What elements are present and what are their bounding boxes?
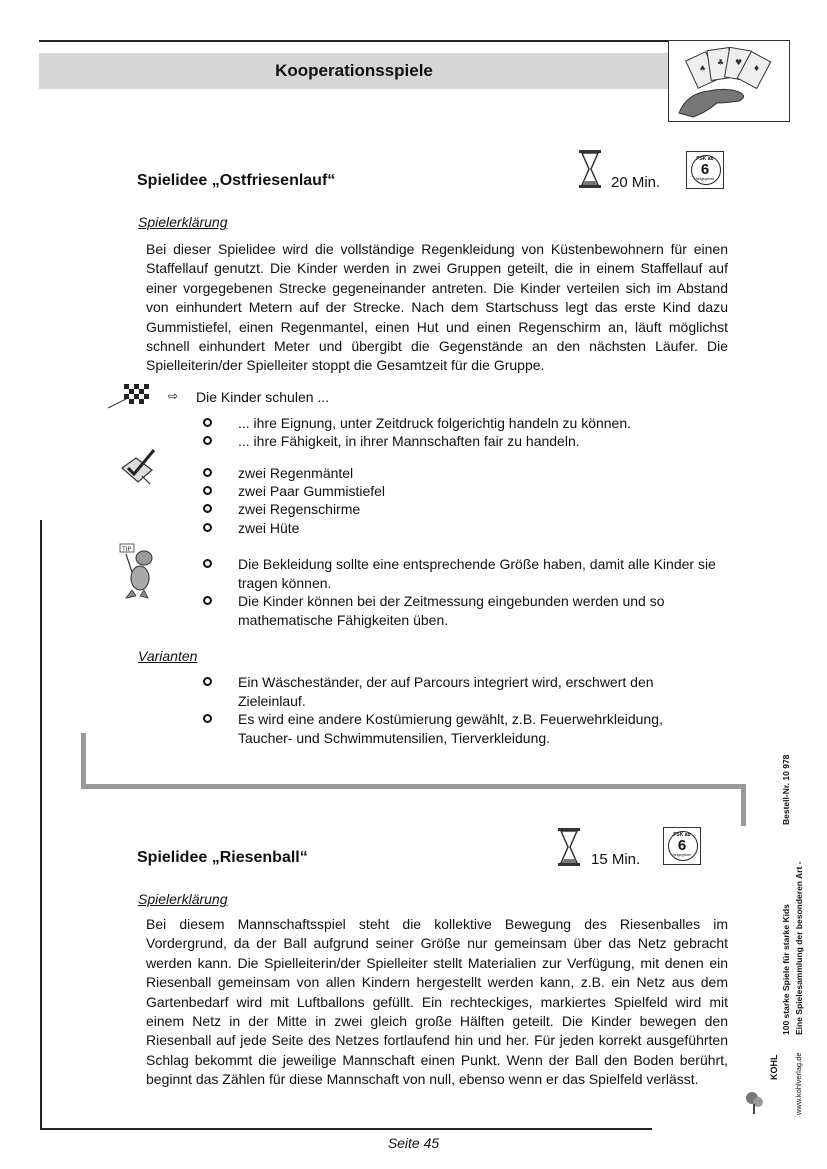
game1-variants-heading: Varianten	[138, 648, 198, 664]
fsk-label: FSK ab	[673, 832, 691, 838]
svg-text:♥: ♥	[735, 58, 743, 67]
fsk-age-badge	[686, 151, 724, 189]
svg-text:TIP: TIP	[122, 546, 132, 553]
game2-explanation: Bei diesem Mannschaftsspiel steht die kollektive Bewegung des Riesenballes im Vordergrund, da der Ball aufgrund seiner Größe nur gemeinsam über das Netz gebracht werden kann. Die Spielleiterin/der Spielleiter stellt Materialien zur Verfügung, mit denen ein Riesenball gemeinsam von allen Kindern hergestellt werden kann, z.B. ein Netz aus dem Gartenbedarf wird mit Luftballons gefüllt. Ein rechteckiges, markiertes Spielfeld wird mit einem Netz in der Mitte in zwei gleich große Hälften geteilt. Die Kinder bewegen den Riesenball auf jede Seite des Netzes fortlaufend hin und her. Für jeden korrekt ausgeführten Schlag bekommt die jeweilige Mannschaft einen Punkt. Wenn der Ball den Boden berührt, beginnt das Zählen für diese Mannschaft von null, ebenso wenn er das Spielfeld verlässt.	[146, 916, 728, 1088]
hourglass-icon	[557, 828, 581, 866]
list-item: Die Bekleidung sollte eine entsprechende Größe haben, damit alle Kinder sie tragen können.	[238, 556, 716, 591]
bullet-icon	[203, 677, 212, 686]
fsk-age: 6	[700, 161, 710, 178]
bullet-icon	[203, 714, 212, 723]
list-item: ... ihre Fähigkeit, in ihrer Mannschaften fair zu handeln.	[238, 433, 580, 449]
skills-intro: Die Kinder schulen ...	[196, 389, 330, 405]
game2-duration: 15 Min.	[591, 851, 641, 868]
arrow-right-icon: ⇨	[168, 389, 179, 403]
game1-title: Spielidee „Ostfriesenlauf“	[137, 172, 336, 189]
list-item: zwei Regenschirme	[238, 501, 361, 517]
svg-text:♦: ♦	[753, 64, 761, 73]
separator-horizontal	[81, 784, 746, 789]
svg-text:♣: ♣	[717, 58, 725, 67]
list-item: Es wird eine andere Kostümierung gewählt, z.B. Feuerwehrkleidung, Taucher- und Schwimmutensilien, Tierverkleidung.	[238, 711, 663, 746]
separator-left	[81, 733, 86, 789]
list-item: zwei Hüte	[238, 520, 300, 536]
fsk-age-badge	[663, 827, 701, 865]
list-item: Ein Wäscheständer, der auf Parcours integriert wird, erschwert den Zieleinlauf.	[238, 674, 654, 709]
bullet-icon	[203, 504, 212, 513]
list-item: ... ihre Eignung, unter Zeitdruck folgerichtig handeln zu können.	[238, 415, 632, 431]
fsk-released: freigegeben	[695, 177, 715, 181]
bullet-icon	[203, 486, 212, 495]
checklist-icon	[116, 448, 158, 488]
left-rule-bottom	[40, 520, 42, 1130]
game1-explanation: Bei dieser Spielidee wird die vollständige Regenkleidung von Küstenbewohnern für einen Staffellauf genutzt. Die Kinder werden in zwei Gruppen geteilt, die in einem Staffellauf auf einer vorgegebenen Strecke gegeneinander antreten. Die Kinder verteilen sich im Abstand von einhundert Metern auf der Strecke. Nach dem Startschuss legt das erste Kind dazu Gummistiefel, einen Regenmantel, einen Hut und einen Regenschirm an, läuft möglichst schnell einhundert Meter und übergibt die Gegenstände an den nächsten Läufer. Die Spielleiterin/der Spielleiter stoppt die Gesamtzeit für die Gruppe.	[146, 241, 728, 374]
cards-image-box	[668, 40, 790, 122]
fsk-age: 6	[677, 837, 687, 854]
bullet-icon	[203, 559, 212, 568]
bottom-rule	[40, 1128, 652, 1130]
hourglass-icon	[578, 150, 602, 188]
game2-title: Spielidee „Riesenball“	[137, 849, 308, 866]
playing-cards-icon	[669, 41, 789, 121]
list-item: Die Kinder können bei der Zeitmessung eingebunden werden und so mathematische Fähigkeiten üben.	[238, 593, 665, 628]
bullet-icon	[203, 418, 212, 427]
game1-duration: 20 Min.	[611, 174, 661, 191]
list-item: zwei Regenmäntel	[238, 465, 354, 481]
side-book-title: 100 starke Spiele für starke Kids	[781, 904, 791, 1035]
fsk-label: FSK ab	[696, 156, 714, 162]
tip-mascot-icon	[118, 542, 158, 600]
bullet-icon	[203, 468, 212, 477]
side-book-subtitle: Eine Spielesammlung der besonderen Art -	[794, 861, 804, 1035]
side-bestell-nr: Bestell-Nr. 10 978	[781, 754, 791, 825]
game2-explanation-heading: Spielerklärung	[138, 891, 228, 907]
page-title: Kooperationsspiele	[275, 61, 433, 80]
separator-right	[741, 784, 746, 826]
publisher-logo-icon	[744, 1090, 766, 1116]
fsk-released: freigegeben	[672, 853, 692, 857]
bullet-icon	[203, 596, 212, 605]
checkered-flag-icon	[106, 378, 156, 410]
bullet-icon	[203, 436, 212, 445]
svg-text:♠: ♠	[699, 64, 707, 73]
page-number: Seite 45	[387, 1135, 440, 1151]
side-publisher: KOHL	[769, 1054, 779, 1080]
list-item: zwei Paar Gummistiefel	[238, 483, 386, 499]
bullet-icon	[203, 523, 212, 532]
side-website: www.kohlverlag.de	[794, 1052, 803, 1115]
game1-explanation-heading: Spielerklärung	[138, 214, 228, 230]
